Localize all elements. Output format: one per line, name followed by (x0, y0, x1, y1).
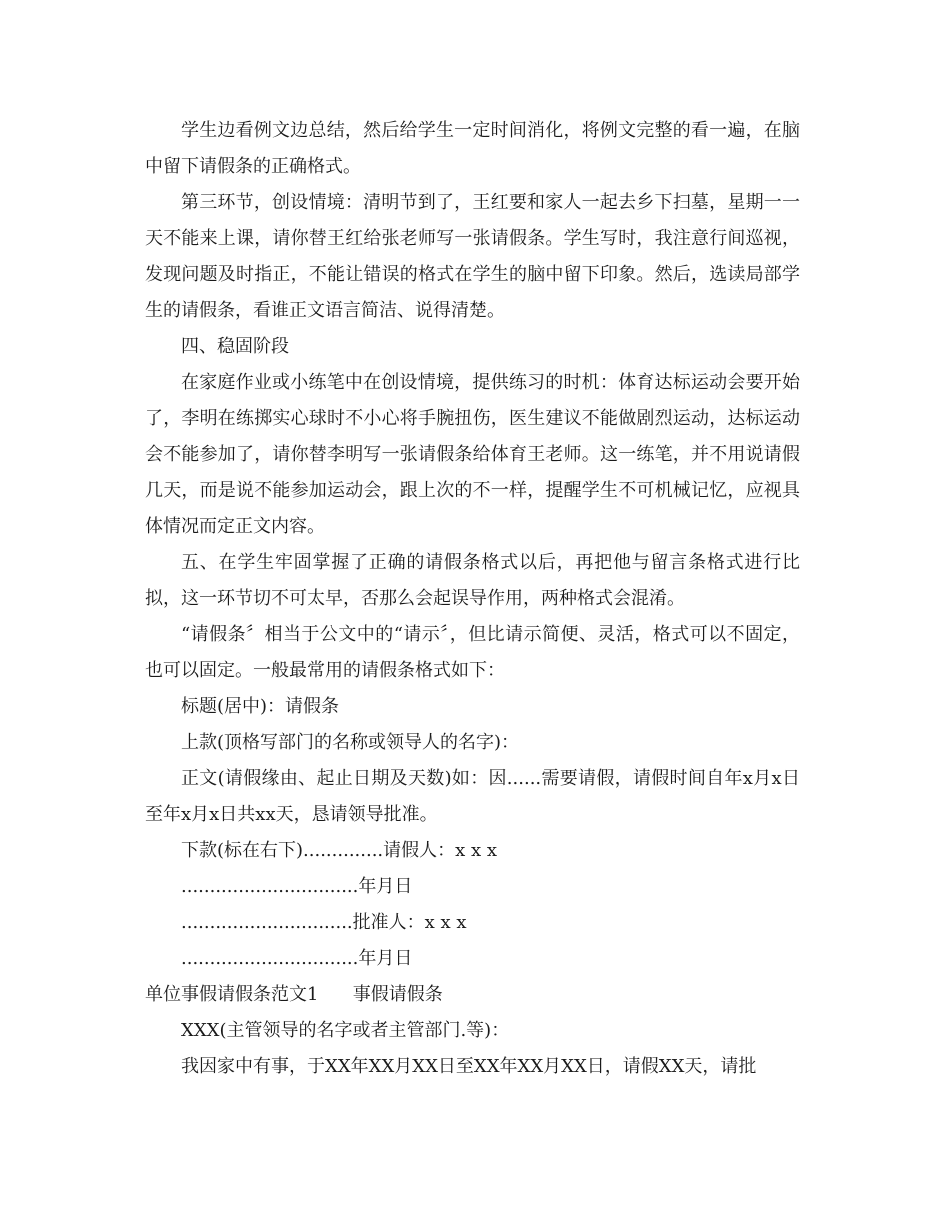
paragraph-third-step: 第三环节，创设情境：清明节到了，王红要和家人一起去乡下扫墓，星期一一天不能来上课，请你替王红给张老师写一张请假条。学生写时，我注意行间巡视，发现问题及时指正，不能让错误的格式在学生的脑中留下印象。然后，选读局部学生的请假条，看谁正文语言简洁、说得清楚。 (145, 192, 800, 321)
paragraph-format-intro: “请假条〞相当于公文中的“请示〞，但比请示简便、灵活，格式可以不固定，也可以固定。一般最常用的请假条格式如下： (145, 624, 800, 681)
letter-salutation: XXX(主管领导的名字或者主管部门.等)： (181, 1020, 510, 1041)
document-body (145, 113, 800, 1085)
paragraph-homework-practice: 在家庭作业或小练笔中在创设情境，提供练习的时机：体育达标运动会要开始了，李明在练掷实心球时不小心将手腕扭伤，医生建议不能做剧烈运动，达标运动会不能参加了，请你替李明写一张请假条给体育王老师。这一练笔，并不用说请假几天，而是说不能参加运动会，跟上次的不一样，提醒学生不可机械记忆，应视具体情况而定正文内容。 (145, 372, 800, 537)
letter-body: 我因家中有事，于XX年XX月XX日至XX年XX月XX日，请假XX天，请批 (181, 1056, 757, 1077)
paragraph-stage-four-heading: 四、稳固阶段 (181, 336, 289, 357)
signature-line-requester: 下款(标在右下)..............请假人：x x x (181, 840, 498, 861)
paragraph-summary: 学生边看例文边总结，然后给学生一定时间消化，将例文完整的看一遍，在脑中留下请假条的正确格式。 (145, 120, 800, 177)
format-title-line: 标题(居中)：请假条 (181, 696, 340, 717)
signature-line-approver: ..............................批准人：x x x (181, 912, 467, 933)
format-salutation-line: 上款(顶格写部门的名称或领导人的名字)： (181, 732, 520, 753)
format-body-line: 正文(请假缘由、起止日期及天数)如：因......需要请假，请假时间自年x月x日至年x月x日共xx天，恳请领导批准。 (145, 768, 800, 825)
paragraph-stage-five: 五、在学生牢固掌握了正确的请假条格式以后，再把他与留言条格式进行比拟，这一环节切不可太早，否那么会起误导作用，两种格式会混淆。 (145, 552, 800, 609)
signature-line-date-2: ...............................年月日 (181, 948, 413, 969)
section-heading: 单位事假请假条范文1 事假请假条 (145, 984, 443, 1005)
signature-line-date-1: ...............................年月日 (181, 876, 413, 897)
